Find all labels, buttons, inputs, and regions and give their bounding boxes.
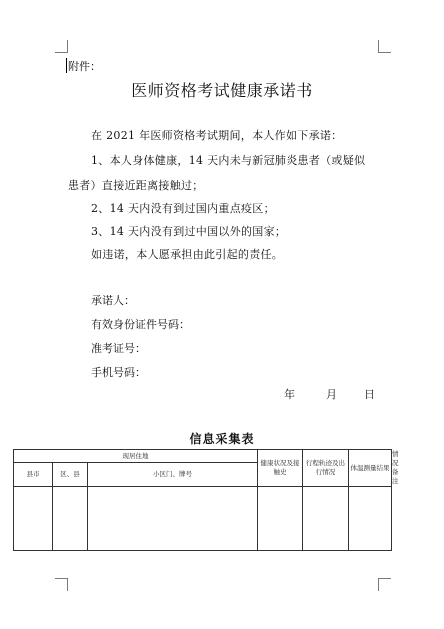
page-corner-mark-top-right bbox=[378, 40, 391, 53]
body-line-item-1-cont: 患者）直接近距离接触过； bbox=[68, 179, 204, 192]
residence-header: 现居住地 bbox=[14, 450, 258, 463]
promiser-label: 承诺人： bbox=[91, 294, 135, 307]
table-cell[interactable] bbox=[349, 487, 392, 551]
page-corner-mark-top-left bbox=[55, 40, 68, 53]
table-cell[interactable] bbox=[258, 487, 303, 551]
body-line-liability: 如违诺，本人愿承担由此引起的责任。 bbox=[91, 248, 284, 261]
body-line-item-2: 2、14 天内没有到过国内重点疫区； bbox=[91, 202, 275, 215]
travel-header: 行程轨迹及出行情况 bbox=[303, 450, 349, 487]
table-header-row-1: 现居住地 健康状况及接触史 行程轨迹及出行情况 体温测量结果 情况备注 bbox=[14, 450, 392, 463]
page-corner-mark-bottom-left bbox=[55, 578, 68, 591]
date-day-label: 日 bbox=[364, 388, 375, 401]
phone-number-label: 手机号码： bbox=[91, 366, 146, 379]
body-line-item-3: 3、14 天内没有到过中国以外的国家； bbox=[91, 225, 287, 238]
body-line-intro: 在 2021 年医师资格考试期间，本人作如下承诺： bbox=[91, 129, 343, 142]
date-month-label: 月 bbox=[326, 388, 337, 401]
date-year-label: 年 bbox=[284, 388, 295, 401]
district-header: 区、县 bbox=[53, 463, 88, 487]
table-cell[interactable] bbox=[88, 487, 258, 551]
health-header: 健康状况及接触史 bbox=[258, 450, 303, 487]
table-row bbox=[14, 487, 392, 551]
document-title: 医师资格考试健康承诺书 bbox=[131, 81, 313, 100]
county-city-header: 县市 bbox=[14, 463, 53, 487]
page-corner-mark-bottom-right bbox=[378, 578, 391, 591]
attachment-label: 附件： bbox=[68, 60, 101, 73]
id-number-label: 有效身份证件号码： bbox=[91, 318, 190, 331]
table-cell[interactable] bbox=[53, 487, 88, 551]
temperature-header: 体温测量结果 bbox=[349, 450, 392, 487]
address-header: 小区门、牌号 bbox=[88, 463, 258, 487]
text-cursor bbox=[66, 58, 67, 73]
admission-number-label: 准考证号： bbox=[91, 342, 146, 355]
info-table-title: 信息采集表 bbox=[189, 432, 255, 446]
table-cell[interactable] bbox=[14, 487, 53, 551]
table-cell[interactable] bbox=[303, 487, 349, 551]
info-collection-table bbox=[13, 449, 399, 551]
body-line-item-1: 1、本人身体健康，14 天内未与新冠肺炎患者（或疑似 bbox=[91, 154, 366, 167]
